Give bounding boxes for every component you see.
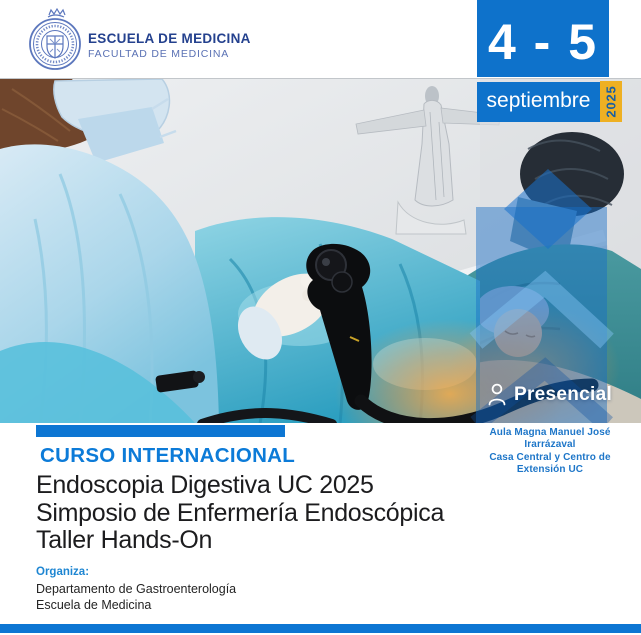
modality-label bbox=[488, 383, 612, 406]
date-month: septiembre bbox=[477, 82, 600, 122]
event-photo-illustration bbox=[0, 79, 641, 423]
date-year: 2025 bbox=[603, 85, 619, 118]
organizer-block bbox=[36, 566, 236, 613]
event-title-line: Taller Hands-On bbox=[36, 526, 213, 554]
date-days: 4 - 5 bbox=[477, 0, 609, 77]
organizer-line: Departamento de Gastroenterología bbox=[36, 582, 237, 596]
date-year-strip bbox=[600, 81, 622, 122]
school-name: ESCUELA DE MEDICINA bbox=[88, 31, 251, 46]
event-kicker: CURSO INTERNACIONAL bbox=[40, 444, 296, 467]
venue-block bbox=[459, 427, 641, 477]
venue-line: Aula Magna Manuel José bbox=[489, 427, 611, 438]
event-title-line: Simposio de Enfermería Endoscópica bbox=[36, 498, 445, 527]
university-seal-icon bbox=[27, 6, 83, 74]
person-icon bbox=[488, 383, 506, 406]
organizer-label: Organiza: bbox=[36, 566, 90, 578]
venue-line: Irarrázaval bbox=[524, 439, 576, 451]
organizer-line: Escuela de Medicina bbox=[36, 598, 152, 612]
bottom-accent-bar bbox=[0, 624, 641, 633]
venue-line: Extensión UC bbox=[516, 464, 584, 476]
faculty-name: FACULTAD DE MEDICINA bbox=[88, 48, 230, 60]
modality-label-text: Presencial bbox=[514, 383, 613, 405]
kicker-accent-bar bbox=[36, 425, 285, 437]
event-photo bbox=[0, 78, 641, 423]
event-title-line: Endoscopia Digestiva UC 2025 bbox=[36, 471, 374, 499]
venue-line: Casa Central y Centro de bbox=[489, 451, 611, 463]
event-title bbox=[36, 472, 444, 555]
